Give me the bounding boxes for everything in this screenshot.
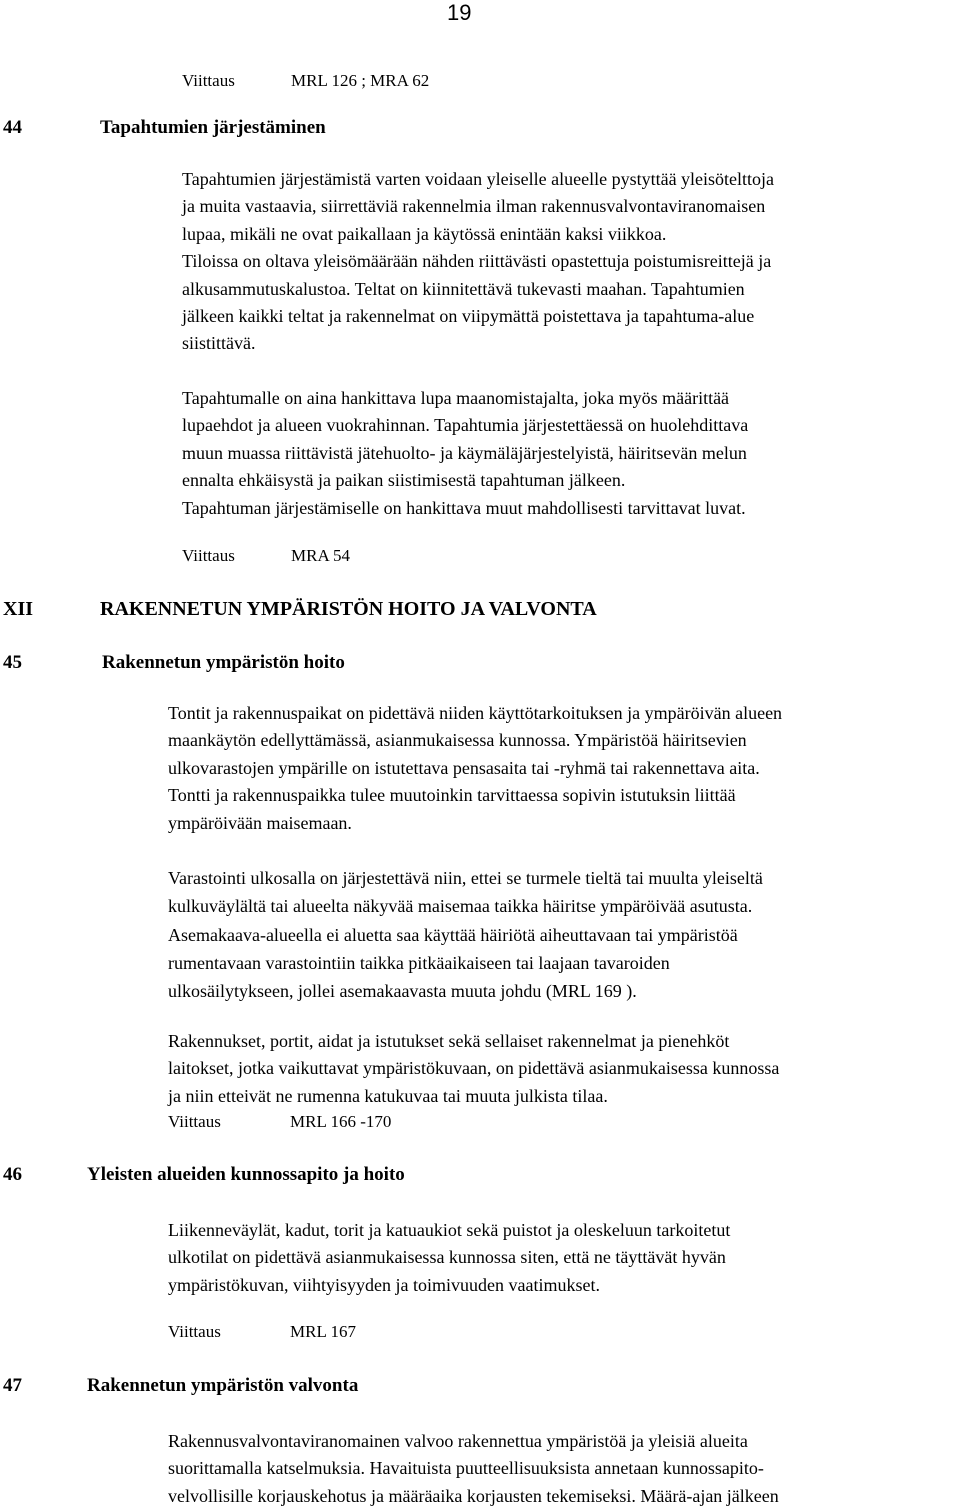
- section-title: Tapahtumien järjestäminen: [100, 117, 326, 138]
- text-line: velvollisille korjauskehotus ja määräaika korjausten tekemiseksi. Määrä-ajan jälkeen: [168, 1485, 779, 1506]
- reference-label: Viittaus: [182, 71, 235, 90]
- text-line: ja niin etteivät ne rumenna katukuvaa tai muuta julkista tilaa.: [168, 1085, 608, 1106]
- section-45-paragraph-1: [168, 700, 782, 837]
- text-line: Rakennusvalvontaviranomainen valvoo rakennettua ympäristöä ja yleisiä alueita: [168, 1431, 748, 1451]
- text-line: siistittävä.: [182, 333, 256, 354]
- text-line: Asemakaava-alueella ei aluetta saa käyttää häiriötä aiheuttavaan tai ympäristöä: [168, 924, 738, 945]
- text-line: jälkeen kaikki teltat ja rakennelmat on viipymättä poistettava ja tapahtuma-alue: [182, 306, 755, 327]
- reference-value: MRL 166 -170: [290, 1112, 392, 1131]
- reference-value: MRL 167: [290, 1322, 356, 1341]
- text-line: ympäröivään maisemaan.: [168, 812, 352, 833]
- section-45-paragraph-3: [168, 1028, 779, 1110]
- text-line: ja muita vastaavia, siirrettäviä rakennelmia ilman rakennusvalvontaviranomaisen: [182, 196, 766, 217]
- section-number: 44: [3, 117, 22, 138]
- reference-value: MRA 54: [291, 546, 351, 565]
- section-title: Rakennetun ympäristön valvonta: [87, 1375, 359, 1396]
- section-44-paragraph-2: [182, 385, 748, 522]
- text-line: Rakennukset, portit, aidat ja istutukset sekä sellaiset rakennelmat ja pienehköt: [168, 1031, 730, 1051]
- text-line: rumentavaan varastointiin taikka pitkäaikaiseen tai laajaan tavaroiden: [168, 952, 670, 973]
- text-line: Tontit ja rakennuspaikat on pidettävä niiden käyttötarkoituksen ja ympäröivän alueen: [168, 703, 783, 723]
- section-heading-45: [3, 651, 345, 675]
- text-line: Tiloissa on oltava yleisömäärään nähden riittävästi opastettuja poistumisreittejä ja: [182, 251, 772, 272]
- text-line: alkusammutuskalustoa. Teltat on kiinnitettävä tukevasti maahan. Tapahtumien: [182, 278, 745, 299]
- text-line: ulkotilat on pidettävä asianmukaisessa kunnossa siten, että ne täyttävät hyvän: [168, 1247, 726, 1268]
- chapter-heading: [3, 596, 597, 622]
- reference-line: [182, 70, 429, 92]
- section-45-paragraph-2: [168, 864, 763, 1005]
- section-heading-47: [3, 1374, 358, 1398]
- section-46-paragraph-1: [168, 1217, 730, 1299]
- chapter-number: XII: [3, 598, 34, 620]
- section-number: 46: [3, 1164, 22, 1185]
- section-heading-46: [3, 1163, 405, 1187]
- text-line: ulkosäilytykseen, jollei asemakaavasta muuta johdu (MRL 169 ).: [168, 981, 637, 1002]
- text-line: Tapahtumalle on aina hankittava lupa maanomistajalta, joka myös määrittää: [182, 388, 730, 408]
- section-number: 45: [3, 652, 22, 673]
- text-line: kulkuväylältä tai alueelta näkyvää maisemaa taikka häiritse ympäröivää asutusta.: [168, 896, 753, 917]
- text-line: muun muassa riittävistä jätehuolto- ja käymäläjärjestelyistä, häiritsevän melun: [182, 442, 747, 463]
- text-line: ympäristökuvan, viihtyisyyden ja toimivuuden vaatimukset.: [168, 1274, 600, 1295]
- reference-value: MRL 126 ; MRA 62: [291, 71, 430, 90]
- section-title: Yleisten alueiden kunnossapito ja hoito: [87, 1164, 405, 1185]
- reference-line: [182, 545, 350, 567]
- reference-label: Viittaus: [168, 1112, 221, 1131]
- reference-label: Viittaus: [182, 546, 235, 565]
- reference-line: [168, 1321, 356, 1343]
- text-line: suorittamalla katselmuksia. Havaituista puutteellisuuksista annetaan kunnossapito-: [168, 1458, 764, 1479]
- text-line: lupaehdot ja alueen vuokrahinnan. Tapahtumia järjestettäessä on huolehdittava: [182, 415, 749, 436]
- chapter-title: RAKENNETUN YMPÄRISTÖN HOITO JA VALVONTA: [100, 598, 597, 620]
- section-number: 47: [3, 1375, 22, 1396]
- reference-label: Viittaus: [168, 1322, 221, 1341]
- page-number: 19: [447, 0, 472, 25]
- text-line: ulkovarastojen ympärille on istutettava pensasaita tai -ryhmä tai rakennettava aita.: [168, 757, 760, 778]
- section-title: Rakennetun ympäristön hoito: [102, 652, 345, 673]
- text-line: Tapahtuman järjestämiselle on hankittava muut mahdollisesti tarvittavat luvat.: [182, 497, 746, 518]
- section-heading-44: [3, 116, 326, 140]
- text-line: Liikenneväylät, kadut, torit ja katuaukiot sekä puistot ja oleskeluun tarkoitetut: [168, 1220, 731, 1240]
- text-line: laitokset, jotka vaikuttavat ympäristökuvaan, on pidettävä asianmukaisessa kunnossa: [168, 1058, 780, 1079]
- text-line: Tontti ja rakennuspaikka tulee muutoinkin tarvittaessa sopivin istutuksin liittää: [168, 785, 736, 806]
- reference-line: [168, 1111, 391, 1133]
- section-44-paragraph-1: [182, 166, 774, 358]
- text-line: lupaa, mikäli ne ovat paikallaan ja käytössä enintään kaksi viikkoa.: [182, 223, 667, 244]
- text-line: maankäytön edellyttämässä, asianmukaisessa kunnossa. Ympäristöä häiritsevien: [168, 730, 747, 751]
- text-line: Varastointi ulkosalla on järjestettävä niin, ettei se turmele tieltä tai muulta yleiseltä: [168, 868, 763, 888]
- section-47-paragraph-1: [168, 1428, 779, 1510]
- text-line: Tapahtumien järjestämistä varten voidaan yleiselle alueelle pystyttää yleisötelttoja: [182, 169, 775, 189]
- text-line: ennalta ehkäisystä ja paikan siistimisestä tapahtuman jälkeen.: [182, 470, 626, 491]
